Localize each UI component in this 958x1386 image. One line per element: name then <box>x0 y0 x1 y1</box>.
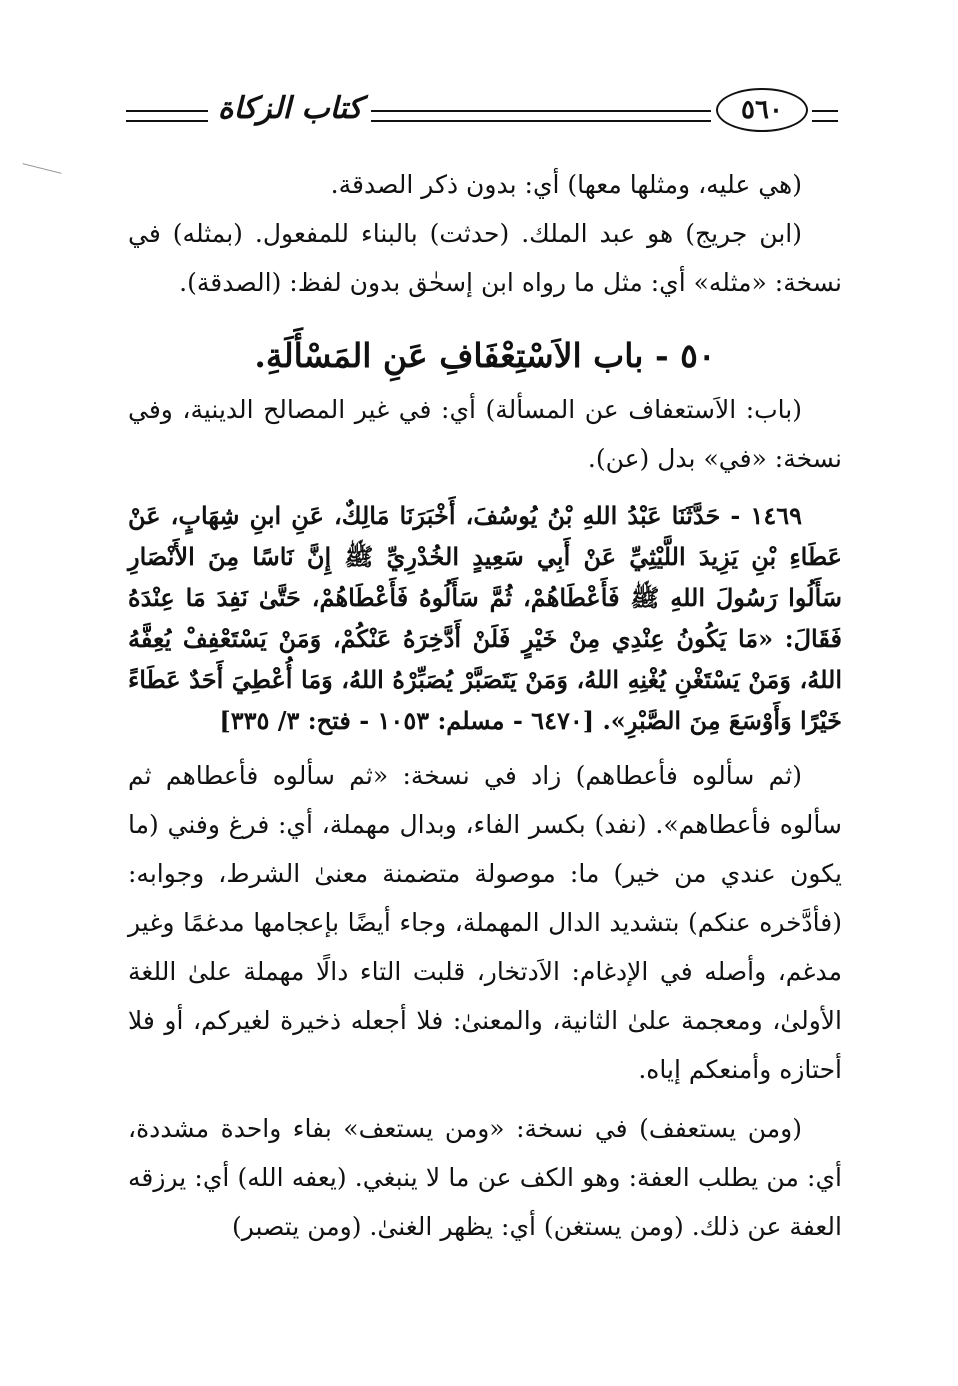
scan-mark <box>22 163 61 174</box>
page-body <box>128 160 842 1251</box>
page-header <box>126 80 838 144</box>
commentary-paragraph: (ثم سألوه فأعطاهم) زاد في نسخة: «ثم سألوه فأعطاهم ثم سألوه فأعطاهم». (نفد) بكسر الفاء، وبدال مهملة، أي: فرغ وفني (ما يكون عندي من خير) ما: موصولة متضمنة معنىٰ الشرط، وجوابه: (فأدَّخره عنكم) بتشديد الدال المهملة، وجاء أيضًا بإعجامها مدغمًا وغير مدغم، وأصله في الإدغام: الاَدتخار، قلبت التاء دالًا مهملة علىٰ اللغة الأولىٰ، ومعجمة علىٰ الثانية، والمعنىٰ: فلا أجعله ذخيرة لغيركم، أو فلا أحتازه وأمنعكم إياه. <box>128 761 842 1084</box>
page-number: ٥٦٠ <box>716 88 808 132</box>
header-rule-left <box>126 110 208 122</box>
running-title: كتاب الزكاة <box>217 91 363 126</box>
chapter-heading: ٥٠ - باب الاَسْتِعْفَافِ عَنِ المَسْأَلَةِ. <box>254 336 716 375</box>
commentary-paragraph: (ابن جريج) هو عبد الملك. (حدثت) بالبناء للمفعول. (بمثله) في نسخة: «مثله» أي: مثل ما رواه ابن إسحٰق بدون لفظ: (الصدقة). <box>128 219 842 297</box>
header-rule-right <box>812 110 838 122</box>
hadith-body: ١٤٦٩ - حَدَّثَنَا عَبْدُ اللهِ بْنُ يُوسُفَ، أَخْبَرَنَا مَالِكٌ، عَنِ ابنِ شِهَابٍ، عَنْ عَطَاءِ بْنِ يَزِيدَ اللَّيْثِيِّ عَنْ أَبِي سَعِيدٍ الخُدْرِيِّ ﷺ إِنَّ نَاسًا مِنَ الأَنْصَارِ سَأَلُوا رَسُولَ اللهِ ﷺ فَأَعْطَاهُمْ، ثُمَّ سَأَلُوهُ فَأَعْطَاهُمْ، حَتَّىٰ نَفِدَ مَا عِنْدَهُ فَقَالَ: «مَا يَكُونُ عِنْدِي مِنْ خَيْرٍ فَلَنْ أَدَّخِرَهُ عَنْكُمْ، وَمَنْ يَسْتَعْفِفْ يُعِفَّهُ اللهُ، وَمَنْ يَسْتَغْنِ يُغْنِهِ اللهُ، وَمَنْ يَتَصَبَّرْ يُصَبِّرْهُ اللهُ، وَمَا أُعْطِيَ أَحَدٌ عَطَاءً خَيْرًا وَأَوْسَعَ مِنَ الصَّبْرِ». <box>128 501 842 735</box>
header-rule-middle <box>371 110 711 122</box>
hadith-text <box>128 495 842 741</box>
hadith-reference: [٦٤٧٠ - مسلم: ١٠٥٣ - فتح: ٣/ ٣٣٥] <box>219 706 595 735</box>
commentary-paragraph: (ومن يستعفف) في نسخة: «ومن يستعف» بفاء واحدة مشددة، أي: من يطلب العفة: وهو الكف عن ما لا ينبغي. (يعفه الله) أي: يرزقه العفة عن ذلك. (ومن يستغن) أي: يظهر الغنىٰ. (ومن يتصبر) <box>128 1114 842 1241</box>
chapter-commentary: (باب: الاَستعفاف عن المسألة) أي: في غير المصالح الدينية، وفي نسخة: «في» بدل (عن). <box>128 395 842 473</box>
commentary-paragraph: (هي عليه، ومثلها معها) أي: بدون ذكر الصدقة. <box>330 170 802 199</box>
